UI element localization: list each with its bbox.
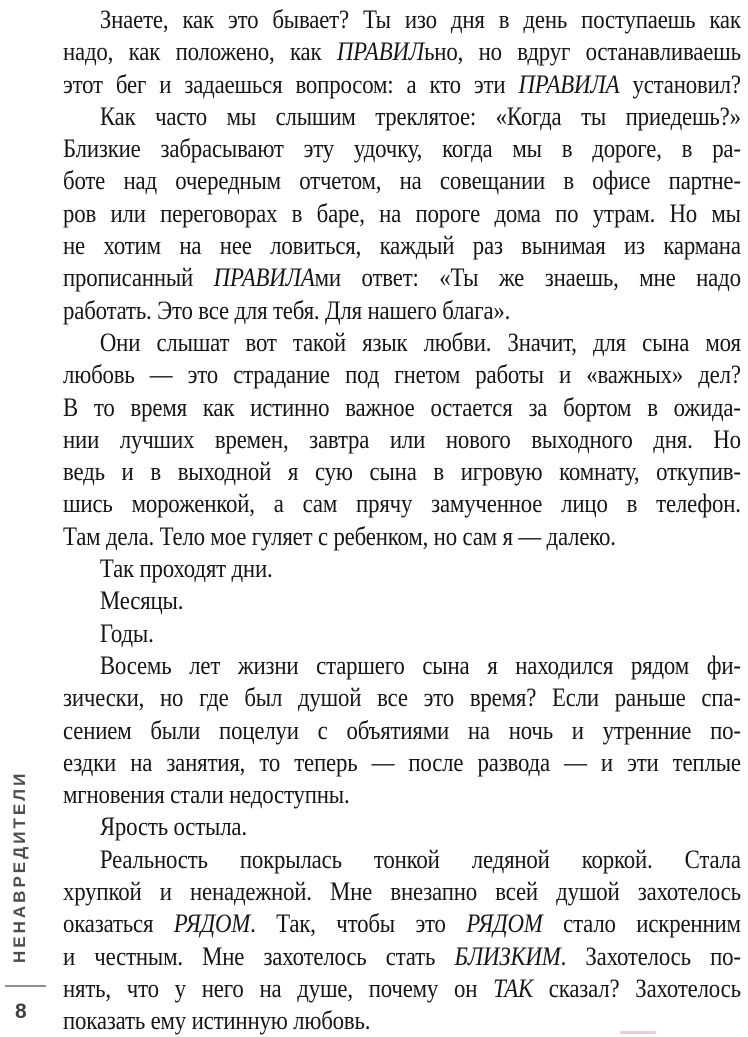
text-line (63, 779, 741, 811)
text-line (63, 4, 741, 36)
body-text: сением были поцелуи с объятиями на ночь и утренние по- (63, 715, 741, 745)
body-text: Восемь лет жизни старшего сына я находился рядом фи- (99, 650, 741, 680)
body-text: . Так, чтобы это (250, 909, 467, 939)
body-text: оказаться (63, 909, 174, 939)
text-line (63, 359, 741, 391)
body-text: и честным. Мне захотелось стать (63, 941, 455, 971)
body-text: сказал? Захотелось (532, 973, 741, 1003)
body-text: ьно, но вдруг останавливаешь (424, 37, 741, 67)
page-number: 8 (15, 1000, 27, 1023)
emphasis-text: БЛИЗКИМ (454, 941, 561, 971)
text-line (63, 941, 741, 973)
body-text: этот бег и задаешься вопросом: а кто эти (63, 69, 519, 99)
page-number-rule (5, 985, 46, 987)
body-text: не хотим на нее ловиться, каждый раз вынимая из кармана (63, 231, 741, 261)
body-text: мгновения стали недоступны. (63, 780, 350, 810)
emphasis-text: ПРАВИЛ (336, 37, 425, 67)
body-text: стало искренним (542, 909, 741, 939)
book-title-vertical: НЕНАВРЕДИТЕЛИ (10, 770, 29, 963)
body-text: В то время как истинно важное остается за бортом в ожида- (63, 392, 741, 422)
body-text: Там дела. Тело мое гуляет с ребенком, но сам я — далеко. (63, 521, 616, 551)
text-line (63, 327, 741, 359)
text-line (63, 650, 741, 682)
body-text: нять, что у него на душе, почему он (63, 973, 494, 1003)
body-text: ездки на занятия, то теперь — после развода — и эти теплые (63, 747, 741, 777)
body-text: шись мороженкой, а сам прячу замученное лицо в телефон. (63, 489, 741, 519)
text-column (63, 4, 741, 1037)
body-text: ми ответ: «Ты же знаешь, мне надо (314, 263, 741, 293)
body-text: показать ему истинную любовь. (63, 1006, 371, 1036)
text-line (63, 424, 741, 456)
emphasis-text: РЯДОМ (466, 909, 543, 939)
text-line (63, 715, 741, 747)
body-text: Месяцы. (99, 586, 184, 616)
text-line (63, 521, 741, 553)
body-text: прописанный (63, 263, 214, 293)
body-text: боте над очередным отчетом, на совещании в офисе партне- (63, 166, 741, 196)
body-text: Годы. (99, 618, 154, 648)
body-text: ведь и в выходной я сую сына в игровую комнату, откупив- (63, 457, 741, 487)
body-text: работать. Это все для тебя. Для нашего блага». (63, 295, 511, 325)
text-line (63, 456, 741, 488)
body-text: Реальность покрылась тонкой ледяной коркой. Стала (99, 844, 741, 874)
body-text: Как часто мы слышим треклятое: «Когда ты приедешь?» (99, 101, 741, 131)
text-line (63, 230, 741, 262)
text-line (63, 844, 741, 876)
text-line (63, 908, 741, 940)
body-text: надо, как положено, как (63, 37, 337, 67)
body-text: ров или переговорах в баре, на пороге дома по утрам. Но мы (63, 198, 741, 228)
text-line (63, 36, 741, 68)
text-line (63, 876, 741, 908)
emphasis-text: РЯДОМ (173, 909, 251, 939)
text-line (63, 618, 741, 650)
body-text: . Захотелось по- (560, 941, 741, 971)
text-line (63, 198, 741, 230)
text-line (63, 811, 741, 843)
body-text: нии лучших времен, завтра или нового выходного дня. Но (63, 424, 741, 454)
emphasis-text: ПРАВИЛА (518, 69, 620, 99)
body-text: Близкие забрасывают эту удочку, когда мы в дороге, в ра- (63, 134, 741, 164)
body-text: Ярость остыла. (99, 812, 247, 842)
text-line (63, 295, 741, 327)
text-line (63, 488, 741, 520)
text-line (63, 165, 741, 197)
body-text: любовь — это страдание под гнетом работы и «важных» дел? (63, 360, 741, 390)
body-text: установил? (619, 69, 741, 99)
text-line (63, 682, 741, 714)
text-line (63, 553, 741, 585)
emphasis-text: ТАК (493, 973, 533, 1003)
text-line (63, 262, 741, 294)
text-line (63, 747, 741, 779)
text-line (63, 585, 741, 617)
text-line (63, 133, 741, 165)
body-text: Знаете, как это бывает? Ты изо дня в день поступаешь как (99, 5, 741, 34)
body-text: зически, но где был душой все это время? Если раньше спа- (63, 683, 741, 713)
text-line (63, 69, 741, 101)
text-line (63, 973, 741, 1005)
text-line (63, 101, 741, 133)
body-text: хрупкой и ненадежной. Мне внезапно всей душой захотелось (63, 877, 741, 907)
emphasis-text: ПРАВИЛА (213, 263, 315, 293)
highlight-artifact-line (620, 1031, 656, 1034)
body-text: Они слышат вот такой язык любви. Значит, для сына моя (99, 327, 741, 357)
body-text: Так проходят дни. (99, 554, 273, 584)
text-line (63, 392, 741, 424)
